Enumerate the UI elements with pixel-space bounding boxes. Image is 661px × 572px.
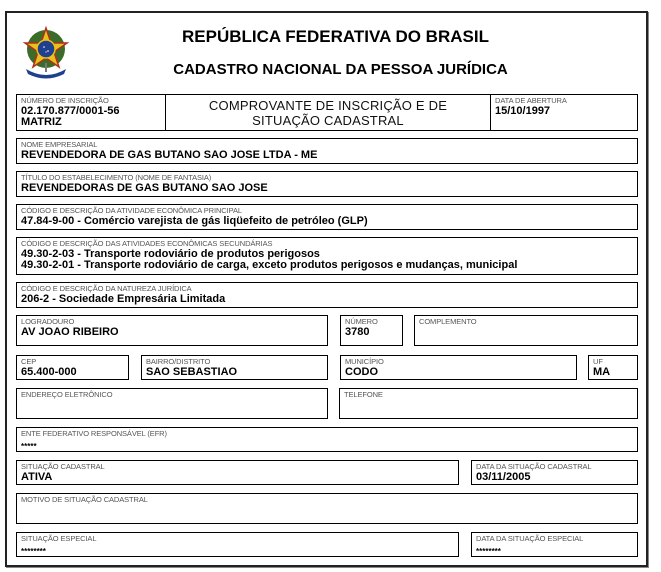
complemento-box <box>414 315 638 346</box>
abertura-box <box>490 94 638 131</box>
numero-label: NÚMERO <box>345 317 378 326</box>
uf-value: MA <box>593 366 611 378</box>
situacao-value: ATIVA <box>21 471 53 483</box>
motivo-label: MOTIVO DE SITUAÇÃO CADASTRAL <box>21 495 148 504</box>
atividade-secundaria-item: 49.30-2-01 - Transporte rodoviário de carga, exceto produtos perigosos e mudanças, municipal <box>21 259 518 271</box>
data-situacao-label: DATA DA SITUAÇÃO CADASTRAL <box>476 462 592 471</box>
comprovante-title-line1: COMPROVANTE DE INSCRIÇÃO E DE <box>208 98 448 113</box>
email-box <box>16 388 328 419</box>
inscricao-box <box>16 94 166 131</box>
municipio-label: MUNICÍPIO <box>345 357 384 366</box>
nome-empresarial-label: NOME EMPRESARIAL <box>21 140 98 149</box>
inscricao-value: 02.170.877/0001-56 <box>21 105 120 117</box>
page-subtitle: CADASTRO NACIONAL DA PESSOA JURÍDICA <box>173 61 508 78</box>
nome-empresarial-value: REVENDEDORA DE GAS BUTANO SAO JOSE LTDA - ME <box>21 149 318 161</box>
atividade-secundaria-item: 49.30-2-03 - Transporte rodoviário de produtos perigosos <box>21 248 320 260</box>
nome-fantasia-box <box>16 171 638 197</box>
situacao-especial-box <box>16 532 459 557</box>
cep-value: 65.400-000 <box>21 366 77 378</box>
atividade-principal-box <box>16 204 638 230</box>
nome-fantasia-label: TÍTULO DO ESTABELECIMENTO (NOME DE FANTASIA) <box>21 173 212 182</box>
situacao-box <box>16 460 459 485</box>
municipio-value: CODO <box>345 366 378 378</box>
atividade-principal-label: CÓDIGO E DESCRIÇÃO DA ATIVIDADE ECONÔMICA PRINCIPAL <box>21 206 242 215</box>
data-situacao-especial-label: DATA DA SITUAÇÃO ESPECIAL <box>476 534 584 543</box>
email-label: ENDEREÇO ELETRÔNICO <box>21 390 113 399</box>
inscricao-tipo: MATRIZ <box>21 116 62 128</box>
data-situacao-value: 03/11/2005 <box>476 471 531 483</box>
telefone-label: TELEFONE <box>344 390 383 399</box>
numero-value: 3780 <box>345 326 370 338</box>
logradouro-label: LOGRADOURO <box>21 317 75 326</box>
efr-label: ENTE FEDERATIVO RESPONSÁVEL (EFR) <box>21 429 167 438</box>
municipio-box <box>340 355 577 380</box>
situacao-especial-value: ******** <box>21 547 46 556</box>
situacao-label: SITUAÇÃO CADASTRAL <box>21 462 105 471</box>
data-situacao-box <box>471 460 638 485</box>
telefone-box <box>339 388 638 419</box>
motivo-box <box>16 493 638 524</box>
atividades-secundarias-box <box>16 237 638 275</box>
efr-value: ***** <box>21 442 37 451</box>
page-title: REPÚBLICA FEDERATIVA DO BRASIL <box>182 27 489 46</box>
cep-box <box>16 355 129 380</box>
natureza-juridica-box <box>16 282 638 308</box>
natureza-juridica-value: 206-2 - Sociedade Empresária Limitada <box>21 293 226 305</box>
logradouro-value: AV JOAO RIBEIRO <box>21 326 119 338</box>
bairro-value: SAO SEBASTIAO <box>146 366 238 378</box>
abertura-label: DATA DE ABERTURA <box>495 96 567 105</box>
comprovante-title-line2: SITUAÇÃO CADASTRAL <box>252 113 404 128</box>
natureza-juridica-label: CÓDIGO E DESCRIÇÃO DA NATUREZA JURÍDICA <box>21 284 192 293</box>
atividades-secundarias-label: CÓDIGO E DESCRIÇÃO DAS ATIVIDADES ECONÔMICAS SECUNDÁRIAS <box>21 239 273 248</box>
data-situacao-especial-box <box>471 532 638 557</box>
efr-box <box>16 427 638 452</box>
uf-label: UF <box>593 357 603 366</box>
bairro-box <box>141 355 328 380</box>
nome-fantasia-value: REVENDEDORAS DE GAS BUTANO SAO JOSE <box>21 182 268 194</box>
inscricao-label: NÚMERO DE INSCRIÇÃO <box>21 96 109 105</box>
data-situacao-especial-value: ******** <box>476 547 501 556</box>
uf-box <box>588 355 638 380</box>
cep-label: CEP <box>21 357 37 366</box>
abertura-value: 15/10/1997 <box>495 105 551 117</box>
comprovante-title-box <box>165 94 491 131</box>
atividade-principal-value: 47.84-9-00 - Comércio varejista de gás liqüefeito de petróleo (GLP) <box>21 215 368 227</box>
situacao-especial-label: SITUAÇÃO ESPECIAL <box>21 534 97 543</box>
nome-empresarial-box <box>16 138 638 164</box>
logradouro-box <box>16 315 328 346</box>
complemento-label: COMPLEMENTO <box>419 317 477 326</box>
bairro-label: BAIRRO/DISTRITO <box>146 357 211 366</box>
numero-box <box>340 315 403 346</box>
